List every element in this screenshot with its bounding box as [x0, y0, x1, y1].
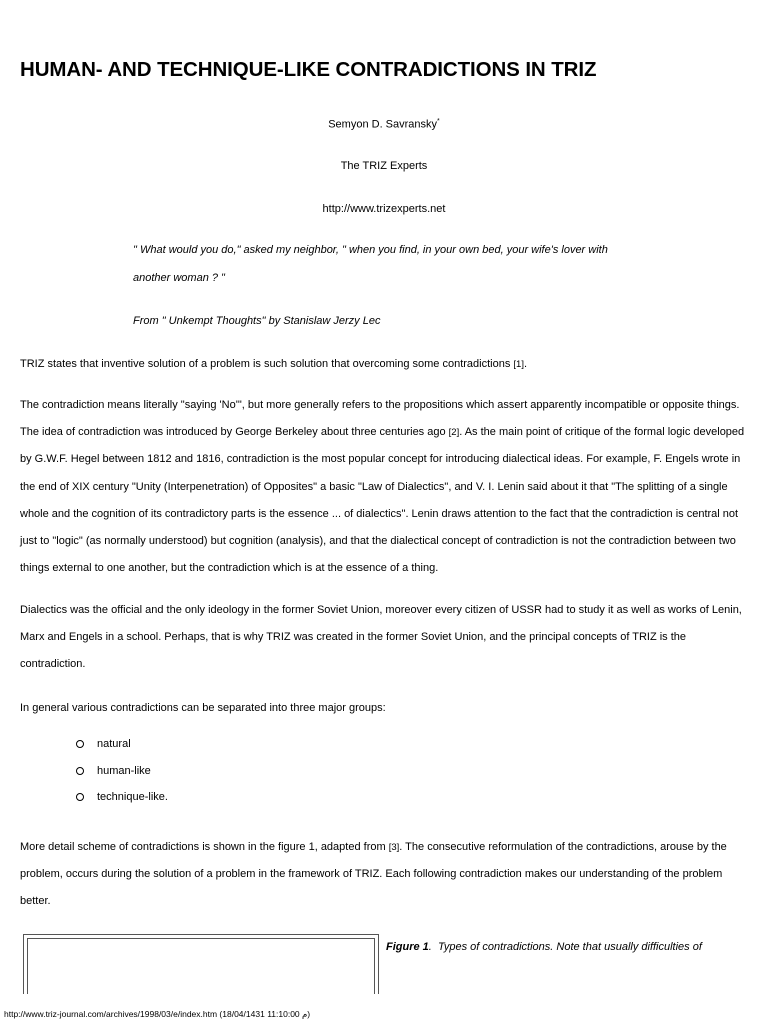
paragraph-definition-text-a: The contradiction means literally "saying 'No'", but more generally refers to the propositions which assert apparently incompatible or opposite things. The idea of contradiction was introduced by George Berkeley about three centuries ago	[20, 399, 740, 439]
website-link[interactable]: http://www.trizexperts.net	[322, 203, 446, 215]
document-title: HUMAN- AND TECHNIQUE-LIKE CONTRADICTIONS IN TRIZ	[20, 58, 597, 81]
list-item	[76, 791, 168, 818]
circle-bullet-icon	[76, 793, 84, 801]
paragraph-definition-text-b: . As the main point of critique of the formal logic developed by G.W.F. Hegel between 1812 and 1816, contradiction is the most popular concept for introducing dialectical ideas. For example, F. Engels wrote in the end of XIX century "Unity (Interpenetration) of Opposites" a basic "Law of Dialectics", and V. I. Lenin said about it that "The splitting of a single whole and the cognition of its contradictory parts is the essence ... of dialectics". Lenin draws attention to the fact that the contradiction is central not just to "logic" (as normally understood) but cognition (analysis), and that the dialectical concept of contradiction is not the contradiction between two things external to one another, but the contradiction which is at the essence of a thing.	[20, 426, 745, 575]
list-item-label: technique-like.	[97, 791, 168, 803]
page-footer-url: http://www.triz-journal.com/archives/1998/03/e/index.htm (م 11:10:00 18/04/1431)	[4, 1009, 311, 1019]
circle-bullet-icon	[76, 740, 84, 748]
contradiction-groups-list	[76, 738, 168, 818]
circle-bullet-icon	[76, 767, 84, 775]
list-item-label: human-like	[97, 764, 151, 777]
reference-link-3[interactable]: [3]	[388, 842, 400, 853]
epigraph-line-2: another woman ? "	[133, 272, 225, 284]
paragraph-scheme-text-b: . The consecutive reformulation of the contradictions, arouse by the problem, occurs during the solution of a problem in the framework of TRIZ. Each following contradiction makes our understanding of the problem better.	[20, 841, 727, 908]
paragraph-contradiction-definition	[20, 392, 750, 582]
paragraph-intro-end: .	[523, 358, 528, 370]
figure-label-end: .	[428, 941, 432, 953]
organization: The TRIZ Experts	[340, 160, 428, 172]
epigraph-line-1: " What would you do," asked my neighbor, " when you find, in your own bed, your wife's lover with	[133, 244, 608, 256]
author-name: Semyon D. Savransky	[328, 118, 438, 131]
paragraph-scheme	[20, 834, 750, 916]
paragraph-scheme-text-a: More detail scheme of contradictions is shown in the figure 1, adapted from	[20, 841, 389, 853]
reference-link-1[interactable]: [1]	[513, 359, 524, 370]
figure-1-image-area	[27, 938, 375, 994]
paragraph-intro-text: TRIZ states that inventive solution of a problem is such solution that overcoming some contradictions	[20, 358, 514, 370]
list-item	[76, 765, 168, 792]
figure-label: Figure 1	[386, 941, 429, 953]
paragraph-dialectics: Dialectics was the official and the only ideology in the former Soviet Union, moreover every citizen of USSR had to study it as well as works of Lenin, Marx and Engels in a school. Perhaps, that is why TRIZ was created in the former Soviet Union, and the principal concepts of TRIZ is the contradiction.	[20, 604, 742, 671]
list-item-label: natural	[97, 738, 131, 750]
reference-link-2[interactable]: [2]	[448, 427, 460, 439]
list-item	[76, 738, 168, 765]
paragraph-intro	[20, 351, 750, 378]
figure-1-frame	[23, 934, 379, 994]
author-footnote-mark: *	[437, 118, 440, 125]
figure-1-caption	[386, 941, 702, 953]
paragraph-groups-intro: In general various contradictions can be separated into three major groups:	[20, 702, 386, 714]
epigraph-source: From " Unkempt Thoughts" by Stanislaw Jerzy Lec	[133, 315, 381, 327]
author-line	[0, 118, 768, 131]
figure-caption-text: Types of contradictions. Note that usually difficulties of	[437, 941, 702, 953]
